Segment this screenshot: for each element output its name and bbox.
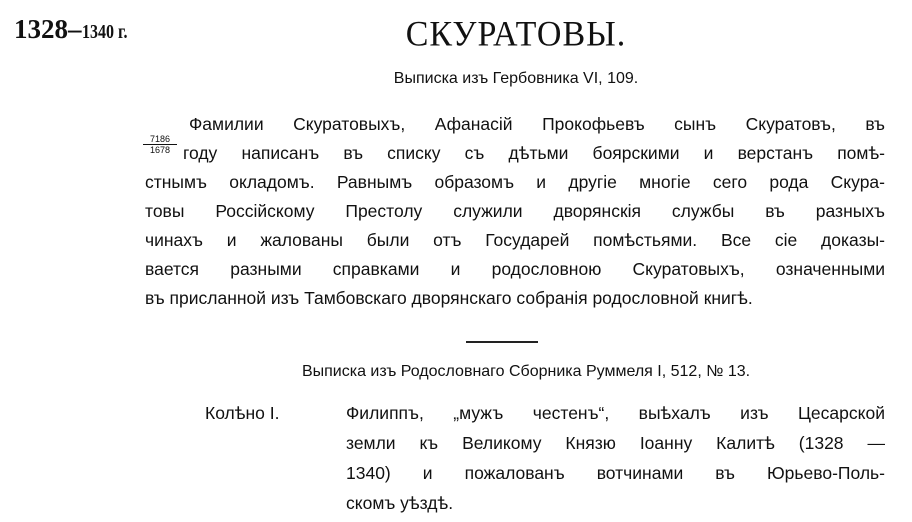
paragraph-line: Фамилии Скуратовыхъ, Афанасій Прокофьевъ сынъ Скуратовъ, въ — [189, 114, 885, 134]
source-reference-armorial: Выписка изъ Гербовника VI, 109. — [393, 70, 639, 87]
year-start: 1328– — [14, 14, 82, 44]
generation-label: Колѣно I. — [205, 403, 280, 423]
source-reference-rummel: Выписка изъ Родословнаго Сборника Руммеля I, 512, № 13. — [301, 363, 751, 380]
paragraph-line: товы Россійскому Престолу служили дворянскія службы въ разныхъ — [145, 201, 885, 221]
paragraph-line: стнымъ окладомъ. Равнымъ образомъ и другіе многіе сего рода Скура- — [145, 172, 885, 192]
paragraph-line: въ присланной изъ Тамбовскаго дворянскаго собранія родословной книгѣ. — [145, 288, 753, 308]
page-title: СКУРАТОВЫ. — [405, 15, 627, 54]
genealogy-line: Филиппъ, „мужъ честенъ“, выѣхалъ изъ Цесарской — [346, 403, 885, 423]
genealogy-line: скомъ уѣздѣ. — [346, 493, 454, 513]
margin-note-numerator: 7186 — [143, 134, 177, 145]
year-end: 1340 г. — [81, 21, 127, 43]
genealogy-line: земли къ Великому Князю Іоанну Калитѣ (1328 — — [346, 433, 885, 453]
paragraph-line: вается разными справками и родословною Скуратовыхъ, означенными — [145, 259, 885, 279]
paragraph-line: чинахъ и жалованы были отъ Государей помѣстьями. Все сіе доказы- — [145, 230, 885, 250]
main-paragraph — [145, 110, 885, 313]
margin-note-denominator: 1678 — [149, 145, 171, 155]
section-divider — [466, 341, 538, 343]
genealogy-text — [346, 398, 885, 518]
genealogy-line: 1340) и пожалованъ вотчинами въ Юрьево-Поль- — [346, 463, 885, 483]
paragraph-line: году написанъ въ списку съ дѣтьми боярскими и верстанъ помѣ- — [183, 143, 885, 163]
